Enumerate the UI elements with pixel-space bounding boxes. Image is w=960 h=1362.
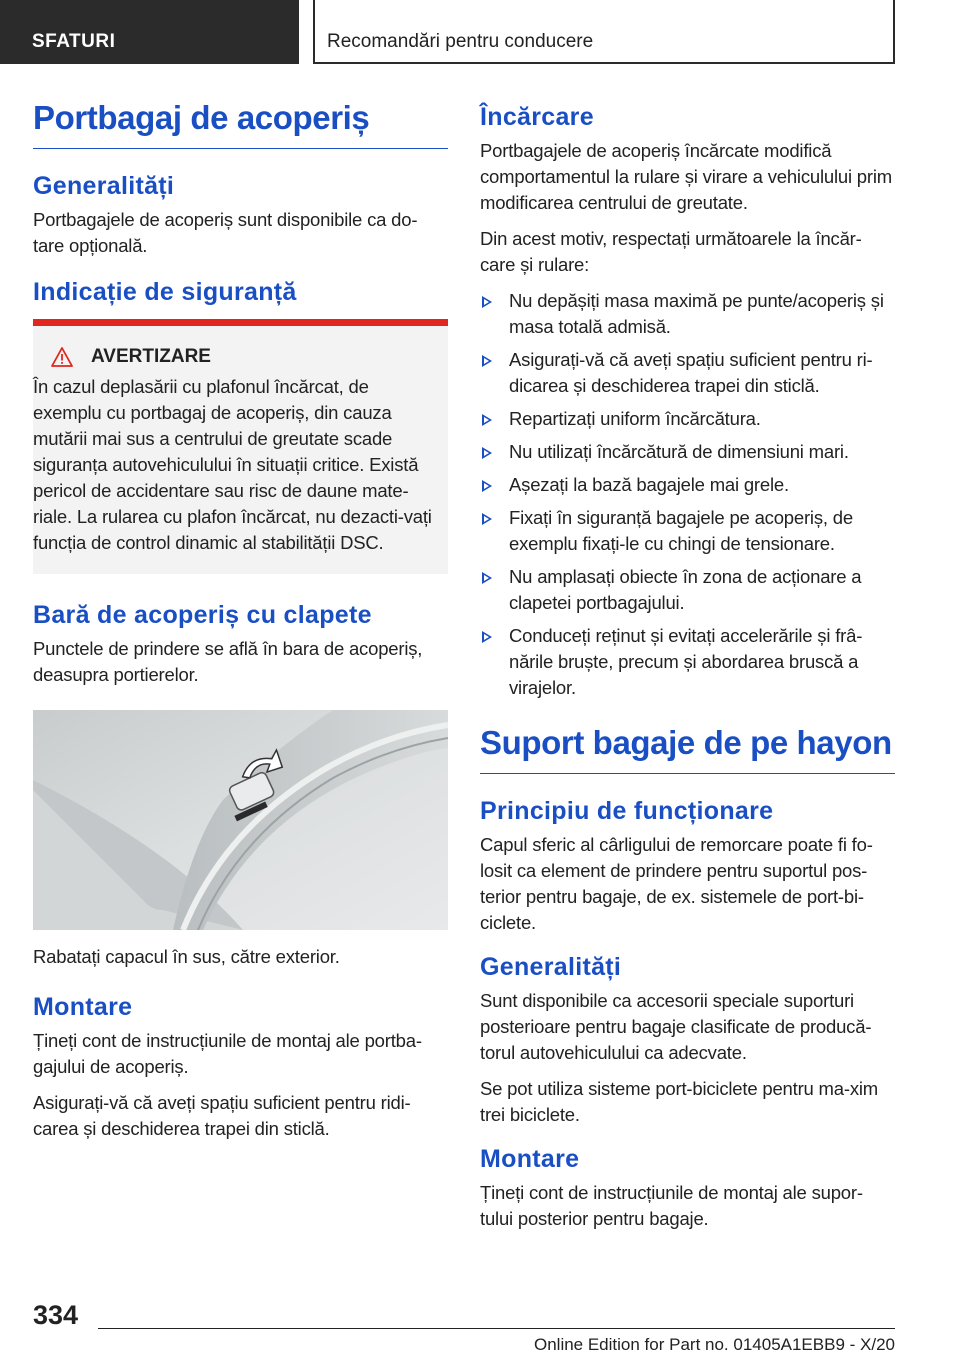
principle-heading: Principiu de funcționare: [480, 797, 774, 826]
hatch-section-title: Suport bagaje de pe hayon: [480, 725, 895, 774]
bar-heading: Bară de acoperiș cu clapete: [33, 601, 372, 630]
warning-triangle-icon: [51, 347, 73, 367]
triangle-bullet-icon: [482, 355, 492, 367]
loading-rules-list: [480, 288, 895, 701]
list-item: Asigurați-vă că aveți spațiu suficient pentru ri-dicarea și deschiderea trapei din sticlă.: [480, 347, 895, 399]
footer-divider: [98, 1328, 895, 1329]
mount-heading: Montare: [33, 993, 133, 1022]
bar-text: Punctele de prindere se află în bara de acoperiș, deasupra portierelor.: [33, 638, 423, 686]
load-heading: Încărcare: [480, 103, 594, 131]
triangle-bullet-icon: [482, 447, 492, 459]
general-text: Portbagajele de acoperiș sunt disponibile ca do-tare opțională.: [33, 209, 418, 257]
roof-rail-illustration: [33, 710, 448, 930]
section-tab: [0, 0, 299, 64]
load-text-2: Din acest motiv, respectați următoarele la încăr-care și rulare:: [480, 228, 862, 275]
list-item: Repartizați uniform încărcătura.: [480, 406, 895, 432]
list-item: Conduceți reținut și evitați accelerările și frâ-nările bruște, precum și abordarea bruscă a virajelor.: [480, 623, 895, 701]
triangle-bullet-icon: [482, 572, 492, 584]
section-label: SFATURI: [32, 31, 116, 52]
safety-heading: Indicație de siguranță: [33, 278, 297, 307]
mount-text-1: Țineți cont de instrucțiunile de montaj ale portba-gajului de acoperiș.: [33, 1030, 422, 1078]
triangle-bullet-icon: [482, 414, 492, 426]
triangle-bullet-icon: [482, 631, 492, 643]
page-header: [0, 0, 960, 66]
list-item: Nu depășiți masa maximă pe punte/acoperiș și masa totală admisă.: [480, 288, 895, 340]
page-title: Portbagaj de acoperiș: [33, 100, 448, 149]
chapter-label: Recomandări pentru conducere: [327, 31, 594, 52]
list-item: Nu amplasați obiecte în zona de acționare a clapetei portbagajului.: [480, 564, 895, 616]
principle-text: Capul sferic al cârligului de remorcare poate fi fo-losit ca element de prindere pentru suportul pos-terior pentru bagaje, de ex. sistemele de port-bi-ciclete.: [480, 834, 873, 934]
hatch-general-text-2: Se pot utiliza sisteme port-biciclete pentru ma-xim trei biciclete.: [480, 1078, 878, 1126]
hatch-general-text-1: Sunt disponibile ca accesorii speciale suporturi posterioare pentru bagaje clasificate de producă-torul autovehiculului ca adecvate.: [480, 990, 872, 1064]
hatch-mount-text: Țineți cont de instrucțiunile de montaj ale supor-tului posterior pentru bagaje.: [480, 1182, 863, 1230]
hatch-general-heading: Generalități: [480, 953, 622, 982]
left-column: [33, 100, 448, 1152]
list-item: Nu utilizați încărcătură de dimensiuni mari.: [480, 439, 895, 465]
edition-note: Online Edition for Part no. 01405A1EBB9 - X/20: [533, 1335, 895, 1354]
load-text-1: Portbagajele de acoperiș încărcate modifică comportamentul la rulare și virare a vehiculului prim modificarea centrului de greutate.: [480, 140, 892, 213]
page-number: 334: [33, 1300, 79, 1330]
photo-caption: Rabatați capacul în sus, către exterior.: [33, 946, 340, 968]
general-heading: Generalități: [33, 172, 175, 201]
warning-title: AVERTIZARE: [91, 346, 211, 368]
right-column: [480, 102, 895, 1242]
list-item: Fixați în siguranță bagajele pe acoperiș, de exemplu fixați-le cu chingi de tensionare.: [480, 505, 895, 557]
roof-rail-photo: [33, 710, 448, 930]
warning-box: [33, 319, 448, 574]
list-item: Așezați la bază bagajele mai grele.: [480, 472, 895, 498]
chapter-tab: [313, 0, 895, 64]
triangle-bullet-icon: [482, 513, 492, 525]
warning-text: În cazul deplasării cu plafonul încărcat, de exemplu cu portbagaj de acoperiș, din cauza mutării mai sus a centrului de greutate scade siguranța autovehiculului în situații critice. Există pericol de accidentare sau risc de daune mate-riale. La rularea cu plafon încărcat, nu dezacti-vați funcția de control dinamic al stabilității DSC.: [33, 376, 432, 554]
mount-text-2: Asigurați-vă că aveți spațiu suficient pentru ridi-carea și deschiderea trapei din sticlă.: [33, 1092, 411, 1140]
warning-title-row: [51, 346, 440, 368]
triangle-bullet-icon: [482, 296, 492, 308]
triangle-bullet-icon: [482, 480, 492, 492]
hatch-mount-heading: Montare: [480, 1145, 580, 1174]
